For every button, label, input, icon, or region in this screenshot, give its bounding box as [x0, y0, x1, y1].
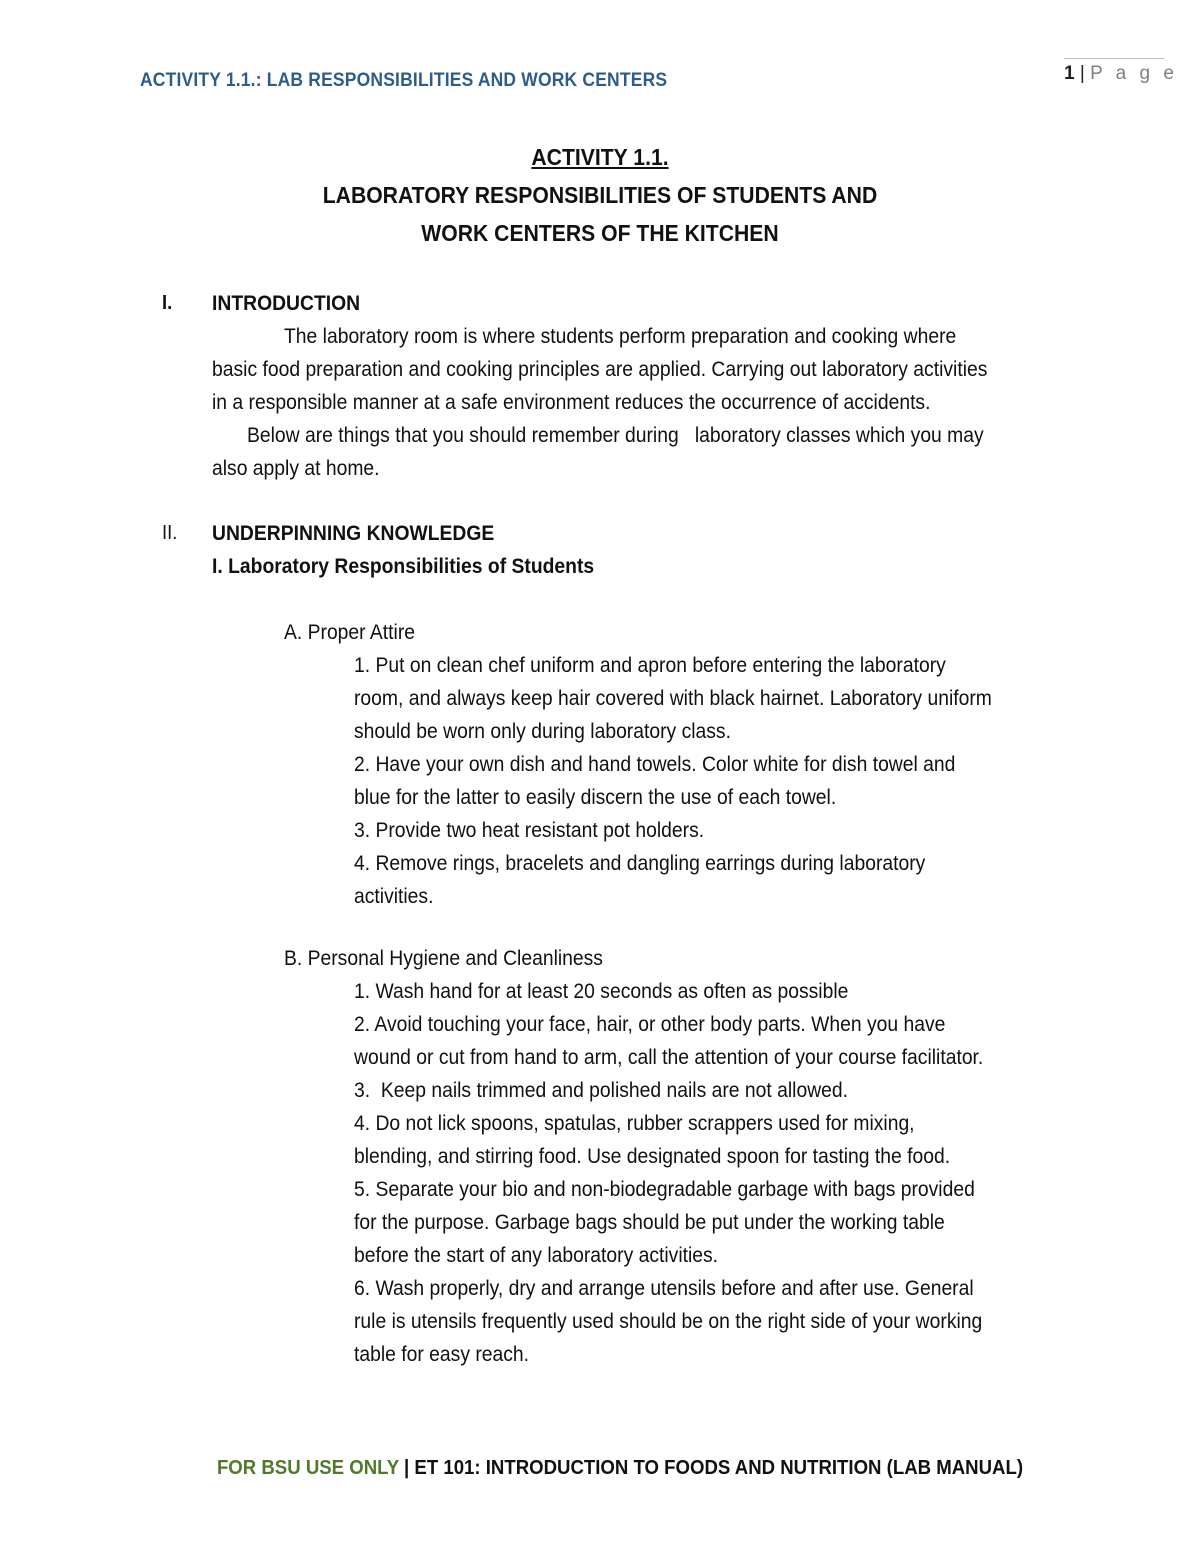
page-word: P a g e: [1090, 63, 1178, 84]
part-a-line: 4. Remove rings, bracelets and dangling earrings during laboratory: [354, 852, 926, 875]
part-b-line: before the start of any laboratory activities.: [354, 1244, 719, 1267]
page-footer: [43, 1457, 1196, 1480]
part-b-line: 5. Separate your bio and non-biodegradable garbage with bags provided: [354, 1178, 975, 1201]
page-separator: |: [1079, 63, 1085, 84]
part-b-line: 4. Do not lick spoons, spatulas, rubber scrappers used for mixing,: [354, 1112, 915, 1135]
part-a-line: 2. Have your own dish and hand towels. Color white for dish towel and: [354, 753, 956, 776]
part-a-line: 3. Provide two heat resistant pot holders.: [354, 819, 705, 842]
part-b-heading: B. Personal Hygiene and Cleanliness: [284, 947, 603, 970]
part-b-line: rule is utensils frequently used should be on the right side of your working: [354, 1310, 983, 1333]
part-b-line: table for easy reach.: [354, 1343, 530, 1366]
footer-left: FOR BSU USE ONLY: [216, 1457, 399, 1479]
intro-line: also apply at home.: [212, 457, 380, 480]
section1-heading: INTRODUCTION: [212, 292, 361, 315]
part-a-line: 1. Put on clean chef uniform and apron before entering the laboratory: [354, 654, 946, 677]
part-b-line: blending, and stirring food. Use designated spoon for tasting the food.: [354, 1145, 951, 1168]
part-a-line: room, and always keep hair covered with black hairnet. Laboratory uniform: [354, 687, 992, 710]
section2-numeral: II.: [162, 522, 178, 544]
part-b-line: 2. Avoid touching your face, hair, or other body parts. When you have: [354, 1013, 946, 1036]
part-a-heading: A. Proper Attire: [284, 621, 416, 644]
page-number: 1: [1064, 63, 1075, 84]
intro-line: The laboratory room is where students perform preparation and cooking where: [284, 325, 957, 348]
part-b-line: for the purpose. Garbage bags should be put under the working table: [354, 1211, 945, 1234]
part-b-line: 6. Wash properly, dry and arrange utensils before and after use. General: [354, 1277, 974, 1300]
document-title-line2: LABORATORY RESPONSIBILITIES OF STUDENTS AND: [322, 182, 878, 208]
footer-separator: |: [398, 1457, 415, 1479]
document-title-line1: ACTIVITY 1.1.: [531, 144, 669, 170]
part-a-line: activities.: [354, 885, 434, 908]
part-b-line: 1. Wash hand for at least 20 seconds as often as possible: [354, 980, 849, 1003]
section2-subheading: I. Laboratory Responsibilities of Students: [212, 555, 595, 578]
section2-heading: UNDERPINNING KNOWLEDGE: [212, 522, 495, 545]
document-title-line3: WORK CENTERS OF THE KITCHEN: [421, 220, 779, 246]
page-number-box: [1064, 58, 1178, 85]
intro-line: in a responsible manner at a safe environment reduces the occurrence of accidents.: [212, 391, 931, 414]
intro-line: basic food preparation and cooking principles are applied. Carrying out laboratory activities: [212, 358, 988, 381]
running-header-title: ACTIVITY 1.1.: LAB RESPONSIBILITIES AND WORK CENTERS: [140, 70, 668, 91]
part-b-line: wound or cut from hand to arm, call the attention of your course facilitator.: [354, 1046, 984, 1069]
part-b-line: 3. Keep nails trimmed and polished nails are not allowed.: [354, 1079, 849, 1102]
intro-line: Below are things that you should remember during laboratory classes which you may: [247, 424, 984, 447]
part-a-line: should be worn only during laboratory class.: [354, 720, 731, 743]
footer-right: ET 101: INTRODUCTION TO FOODS AND NUTRITION (LAB MANUAL): [414, 1457, 1024, 1479]
section1-numeral: I.: [162, 292, 173, 314]
part-a-line: blue for the latter to easily discern the use of each towel.: [354, 786, 837, 809]
